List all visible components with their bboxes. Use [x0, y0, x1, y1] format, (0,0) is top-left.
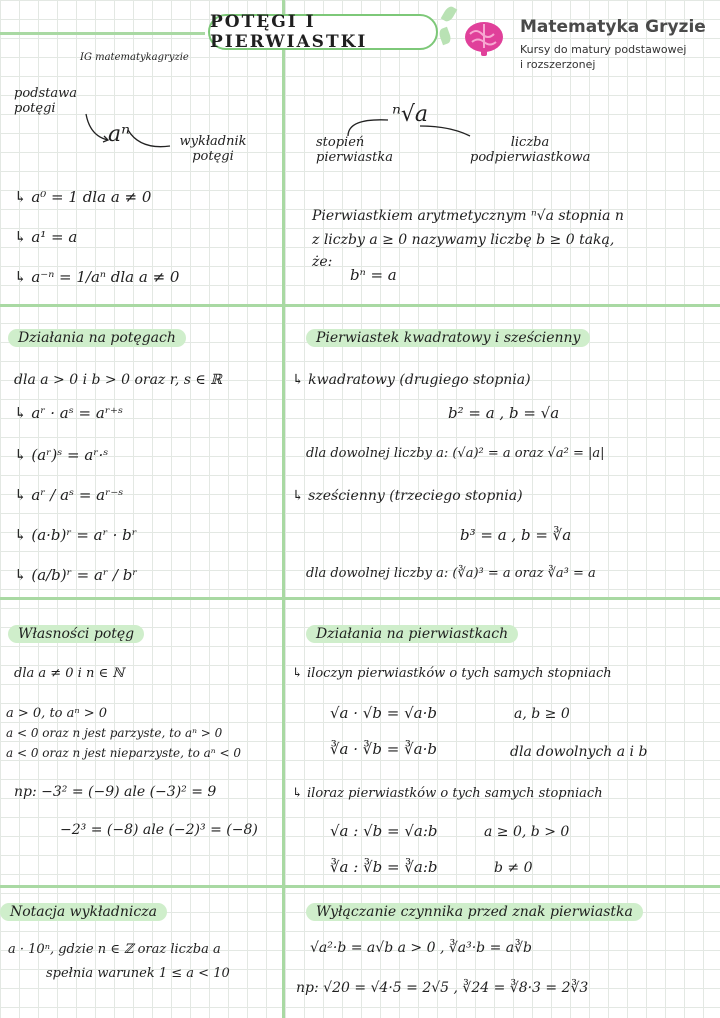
- rule-line: ↳ (a/b)ʳ = aʳ / bʳ: [14, 566, 138, 584]
- section-heading: Wyłączanie czynnika przed znak pierwiastka: [306, 904, 643, 920]
- root-op-formula: √a · √b = √a·b: [330, 704, 437, 722]
- notation-line: a · 10ⁿ, gdzie n ∈ ℤ oraz liczba a: [8, 942, 221, 957]
- rule-line: ↳ a⁻ⁿ = 1/aⁿ dla a ≠ 0: [14, 268, 180, 286]
- root-expression: ⁿ√a: [392, 102, 429, 127]
- definition-line: Pierwiastkiem arytmetycznym ⁿ√a stopnia n: [312, 208, 624, 224]
- root-op-condition: b ≠ 0: [494, 860, 533, 876]
- section-heading: Notacja wykładnicza: [0, 904, 167, 920]
- rule-line: ↳ aʳ / aˢ = aʳ⁻ˢ: [14, 486, 124, 504]
- root-label: ↳ kwadratowy (drugiego stopnia): [292, 372, 531, 388]
- property-line: a > 0, to aⁿ > 0: [6, 706, 108, 721]
- rule-line: ↳ a⁰ = 1 dla a ≠ 0: [14, 188, 152, 206]
- root-op-condition: a ≥ 0, b > 0: [484, 824, 570, 840]
- root-op-formula: √a : √b = √a:b: [330, 822, 438, 840]
- label-radicand: liczba podpierwiastkowa: [470, 135, 591, 165]
- instagram-handle: IG matematykagryzie: [80, 52, 189, 63]
- row-divider-2: [0, 597, 720, 600]
- brand-name: Matematyka Gryzie: [520, 17, 706, 37]
- header-divider: [0, 32, 205, 35]
- extract-line: np: √20 = √4·5 = 2√5 , ∛24 = ∛8·3 = 2∛3: [296, 980, 589, 996]
- row-divider-3: [0, 885, 720, 888]
- page-title: POTĘGI I PIERWIASTKI: [208, 14, 438, 50]
- root-formula: b³ = a , b = ∛a: [460, 526, 572, 544]
- definition-line: z liczby a ≥ 0 nazywamy liczbę b ≥ 0 taką,: [312, 232, 615, 248]
- root-formula: dla dowolnej liczby a: (√a)² = a oraz √a² = |a|: [306, 446, 605, 461]
- condition-line: dla a ≠ 0 i n ∈ ℕ: [14, 666, 125, 681]
- root-formula: dla dowolnej liczby a: (∛a)³ = a oraz ∛a³ = a: [306, 566, 596, 581]
- root-op-formula: ∛a · ∛b = ∛a·b: [330, 740, 437, 758]
- label-degree: stopień pierwiastka: [316, 135, 393, 165]
- rule-line: ↳ (a·b)ʳ = aʳ · bʳ: [14, 526, 137, 544]
- example-line: −2³ = (−8) ale (−2)³ = (−8): [60, 822, 258, 838]
- brand-subtitle-2: i rozszerzonej: [520, 58, 596, 71]
- arrow-icon: [80, 110, 200, 150]
- section-heading: Pierwiastek kwadratowy i sześcienny: [306, 330, 590, 346]
- property-line: a < 0 oraz n jest nieparzyste, to aⁿ < 0: [6, 746, 241, 760]
- label-base: podstawa potęgi: [14, 86, 77, 116]
- root-label: ↳ sześcienny (trzeciego stopnia): [292, 488, 523, 504]
- label-exponent: wykładnik potęgi: [179, 134, 247, 164]
- root-op-formula: ∛a : ∛b = ∛a:b: [330, 858, 438, 876]
- property-line: a < 0 oraz n jest parzyste, to aⁿ > 0: [6, 726, 223, 740]
- rule-line: ↳ aʳ · aˢ = aʳ⁺ˢ: [14, 404, 124, 422]
- rule-line: ↳ a¹ = a: [14, 228, 78, 246]
- root-op-label: ↳ iloraz pierwiastków o tych samych stopniach: [292, 786, 603, 801]
- root-op-condition: dla dowolnych a i b: [510, 744, 648, 760]
- definition-line: że:: [312, 254, 333, 270]
- notation-line: spełnia warunek 1 ≤ a < 10: [46, 966, 230, 981]
- root-op-label: ↳ iloczyn pierwiastków o tych samych stopniach: [292, 666, 612, 681]
- vertical-divider: [282, 0, 285, 1018]
- definition-formula: bⁿ = a: [350, 266, 397, 284]
- section-heading: Własności potęg: [8, 626, 144, 642]
- rule-line: ↳ (aʳ)ˢ = aʳ·ˢ: [14, 446, 109, 464]
- leaf-decoration: [438, 27, 453, 45]
- brand-subtitle: Kursy do matury podstawowej: [520, 43, 687, 56]
- root-formula: b² = a , b = √a: [448, 404, 560, 422]
- row-divider-1: [0, 304, 720, 307]
- section-heading: Działania na potęgach: [8, 330, 186, 346]
- section-heading: Działania na pierwiastkach: [306, 626, 518, 642]
- example-line: np: −3² = (−9) ale (−3)² = 9: [14, 784, 217, 800]
- leaf-decoration: [441, 5, 458, 24]
- root-op-condition: a, b ≥ 0: [514, 706, 570, 722]
- power-expression: aⁿ: [108, 122, 131, 147]
- extract-line: √a²·b = a√b a > 0 , ∛a³·b = a∛b: [310, 940, 532, 956]
- condition-line: dla a > 0 i b > 0 oraz r, s ∈ ℝ: [14, 372, 222, 388]
- brain-logo-icon: [462, 18, 506, 58]
